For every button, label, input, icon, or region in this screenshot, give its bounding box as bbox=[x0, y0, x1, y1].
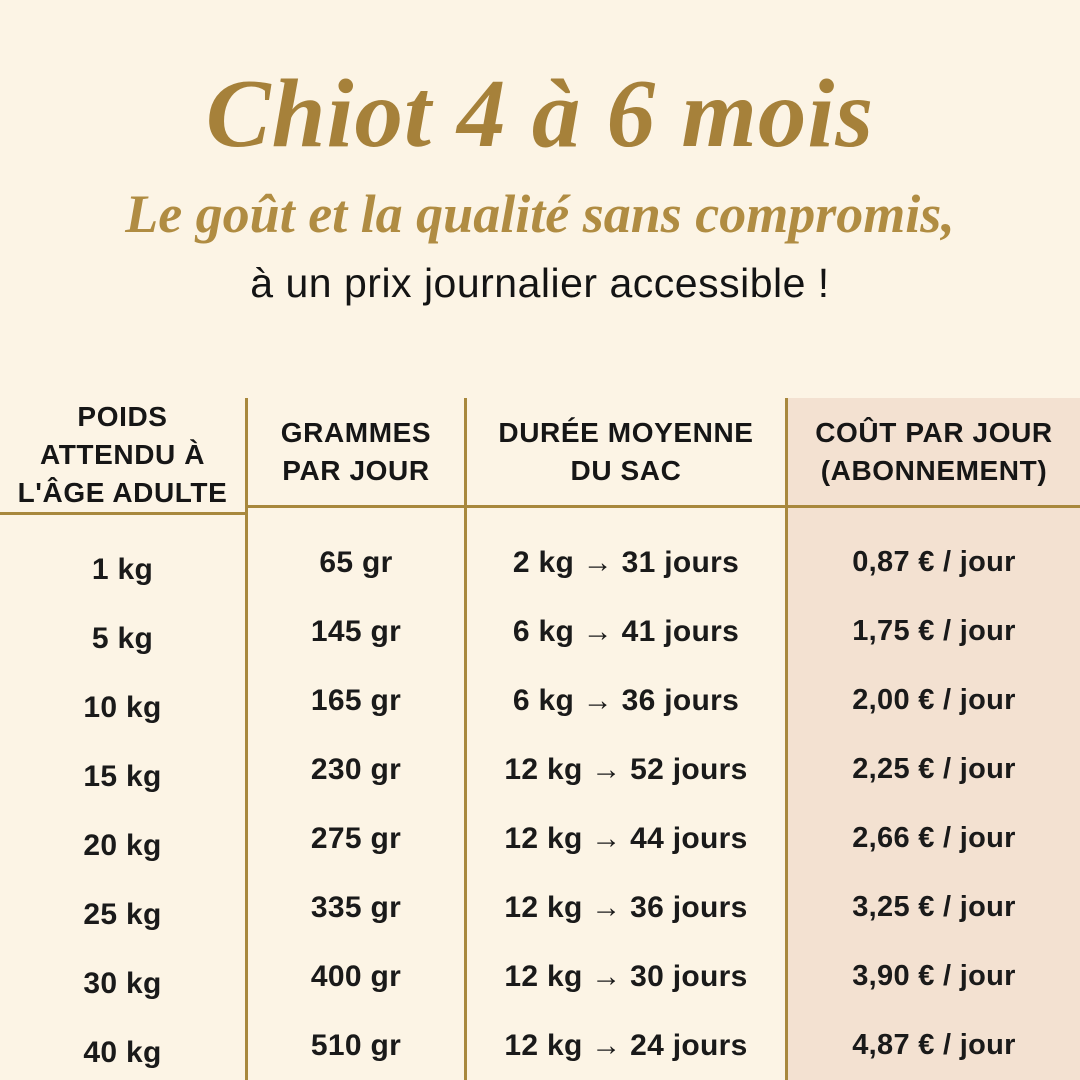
header-line: POIDS bbox=[77, 401, 168, 432]
table-cell-duree: 6 kg → 36 jours bbox=[512, 683, 740, 717]
table-cell-grammes: 165 gr bbox=[310, 683, 402, 717]
subtitle-dark: à un prix journalier accessible ! bbox=[250, 260, 830, 306]
header-line: GRAMMES bbox=[280, 416, 432, 448]
header-line: PAR JOUR bbox=[282, 454, 430, 486]
column-header-poids bbox=[0, 398, 245, 515]
column-header-grammes bbox=[248, 398, 464, 508]
table-cell-duree: 12 kg → 44 jours bbox=[504, 821, 748, 855]
column-cost-per-day bbox=[788, 398, 1080, 1080]
table-cell-cout: 2,00 € / jour bbox=[852, 684, 1016, 716]
table-cell-poids: 15 kg bbox=[83, 759, 162, 793]
table-cell-duree: 12 kg → 52 jours bbox=[504, 752, 748, 786]
table-cell-duree: 2 kg → 31 jours bbox=[512, 545, 740, 579]
table-cell-cout: 3,25 € / jour bbox=[852, 891, 1016, 923]
table-cell-poids: 30 kg bbox=[83, 966, 162, 1000]
table-cell-cout: 0,87 € / jour bbox=[852, 546, 1016, 578]
column-bag-duration bbox=[467, 398, 788, 1080]
column-header-cout bbox=[788, 398, 1080, 508]
table-cell-grammes: 230 gr bbox=[310, 752, 402, 786]
table-cell-grammes: 335 gr bbox=[310, 890, 402, 924]
column-cells-duree bbox=[467, 508, 785, 1080]
feeding-guide-table bbox=[0, 398, 1080, 1080]
header-line: L'ÂGE ADULTE bbox=[17, 477, 228, 508]
table-cell-poids: 25 kg bbox=[83, 897, 162, 931]
table-cell-grammes: 65 gr bbox=[319, 545, 393, 579]
page-title: Chiot 4 à 6 mois bbox=[205, 60, 875, 167]
table-cell-grammes: 400 gr bbox=[310, 959, 402, 993]
table-cell-cout: 2,25 € / jour bbox=[852, 753, 1016, 785]
header-line: DU SAC bbox=[570, 454, 682, 486]
hero-section bbox=[0, 0, 1080, 398]
table-cell-grammes: 510 gr bbox=[310, 1028, 402, 1062]
column-cells-cout bbox=[788, 508, 1080, 1080]
column-cells-grammes bbox=[248, 508, 464, 1080]
table-cell-duree: 12 kg → 36 jours bbox=[504, 890, 748, 924]
table-cell-poids: 40 kg bbox=[83, 1035, 162, 1069]
column-grams-per-day bbox=[248, 398, 467, 1080]
table-cell-duree: 12 kg → 24 jours bbox=[504, 1028, 748, 1062]
table-cell-cout: 4,87 € / jour bbox=[852, 1029, 1016, 1061]
table-cell-grammes: 275 gr bbox=[310, 821, 402, 855]
column-header-duree bbox=[467, 398, 785, 508]
table-cell-duree: 12 kg → 30 jours bbox=[504, 959, 748, 993]
table-cell-duree: 6 kg → 41 jours bbox=[512, 614, 740, 648]
table-cell-poids: 5 kg bbox=[91, 621, 154, 655]
header-line: ATTENDU À bbox=[39, 439, 206, 470]
table-cell-cout: 1,75 € / jour bbox=[852, 615, 1016, 647]
table-cell-cout: 2,66 € / jour bbox=[852, 822, 1016, 854]
table-cell-cout: 3,90 € / jour bbox=[852, 960, 1016, 992]
column-expected-adult-weight bbox=[0, 398, 248, 1080]
subtitle-gold: Le goût et la qualité sans compromis, bbox=[125, 184, 955, 244]
table-cell-poids: 1 kg bbox=[91, 552, 154, 586]
table-cell-poids: 20 kg bbox=[83, 828, 162, 862]
column-cells-poids bbox=[0, 515, 245, 1080]
header-line: (ABONNEMENT) bbox=[820, 454, 1048, 486]
table-cell-poids: 10 kg bbox=[83, 690, 162, 724]
header-line: DURÉE MOYENNE bbox=[498, 416, 754, 448]
table-cell-grammes: 145 gr bbox=[310, 614, 402, 648]
header-line: COÛT PAR JOUR bbox=[815, 416, 1053, 448]
